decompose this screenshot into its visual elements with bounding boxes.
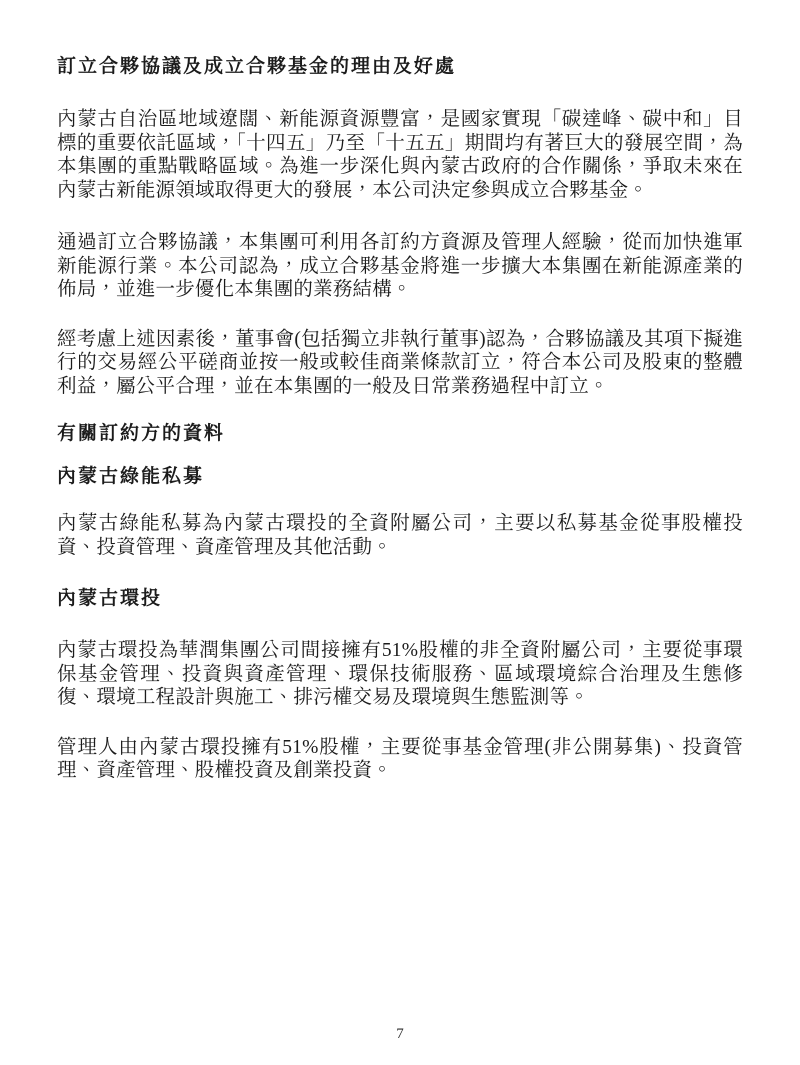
section-heading-reasons-benefits: 訂立合夥協議及成立合夥基金的理由及好處 (57, 56, 457, 77)
paragraph-lvneng-description: 內蒙古綠能私募為內蒙古環投的全資附屬公司，主要以私募基金從事股權投資、投資管理、資產管理及其他活動。 (57, 513, 743, 558)
subheading-huantou: 內蒙古環投 (57, 588, 163, 609)
paragraph-manager-ownership: 管理人由內蒙古環投擁有51%股權，主要從事基金管理(非公開募集)、投資管理、資產管理、股權投資及創業投資。 (57, 736, 743, 781)
paragraph-partnership-agreement-benefit: 通過訂立合夥協議，本集團可利用各訂約方資源及管理人經驗，從而加快進軍新能源行業。本公司認為，成立合夥基金將進一步擴大本集團在新能源產業的佈局，並進一步優化本集團的業務結構。 (57, 232, 743, 300)
page-number: 7 (396, 1026, 404, 1042)
paragraph-inner-mongolia-region: 內蒙古自治區地域遼闊、新能源資源豐富，是國家實現「碳達峰、碳中和」目標的重要依託區域，「十四五」乃至「十五五」期間均有著巨大的發展空間，為本集團的重點戰略區域。為進一步深化與內蒙古政府的合作關係，爭取未來在內蒙古新能源領域取得更大的發展，本公司決定參與成立合夥基金。 (57, 109, 743, 201)
paragraph-board-opinion: 經考慮上述因素後，董事會(包括獨立非執行董事)認為，合夥協議及其項下擬進行的交易經公平磋商並按一般或較佳商業條款訂立，符合本公司及股東的整體利益，屬公平合理，並在本集團的一般及日常業務過程中訂立。 (57, 328, 743, 397)
subheading-lvneng-private-fund: 內蒙古綠能私募 (57, 466, 205, 487)
section-heading-parties-info: 有關訂約方的資料 (57, 423, 226, 444)
paragraph-huantou-description: 內蒙古環投為華潤集團公司間接擁有51%股權的非全資附屬公司，主要從事環保基金管理、投資與資產管理、環保技術服務、區域環境綜合治理及生態修復、環境工程設計與施工、排污權交易及環境與生態監測等。 (57, 640, 743, 708)
